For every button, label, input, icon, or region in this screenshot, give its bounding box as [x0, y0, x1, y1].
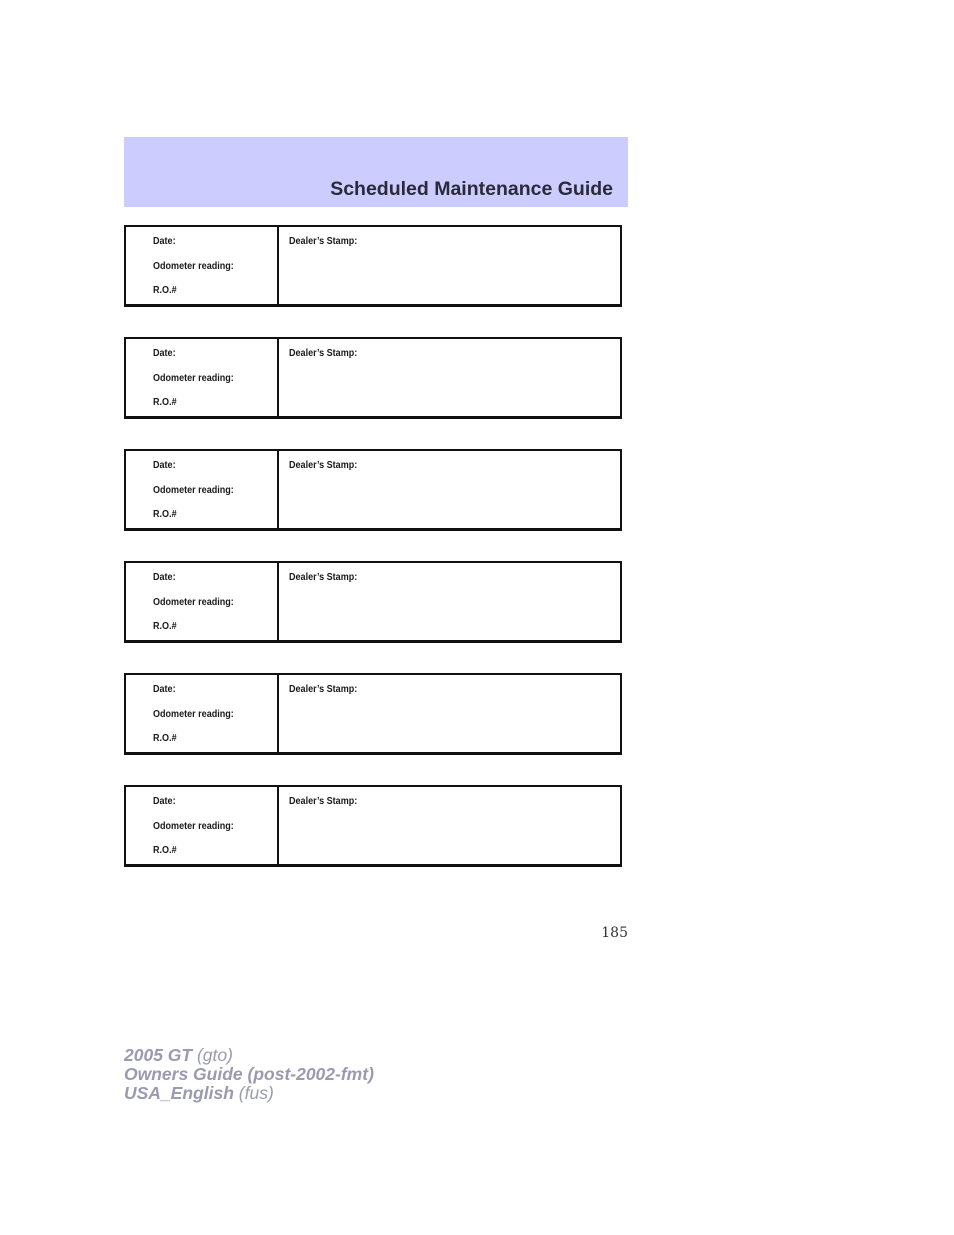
- record-divider: [277, 227, 279, 304]
- footer-guide: Owners Guide (post-2002-fmt): [124, 1064, 374, 1084]
- date-label: Date:: [153, 795, 176, 807]
- record-divider: [277, 563, 279, 640]
- dealer-stamp-label: Dealer’s Stamp:: [289, 683, 358, 695]
- maintenance-record-box: [124, 225, 622, 307]
- dealer-stamp-label: Dealer’s Stamp:: [289, 235, 358, 247]
- maintenance-record-box: [124, 785, 622, 867]
- ro-number-label: R.O.#: [153, 508, 177, 520]
- date-label: Date:: [153, 347, 176, 359]
- page-number: 185: [601, 925, 628, 941]
- record-divider: [277, 339, 279, 416]
- date-label: Date:: [153, 571, 176, 583]
- odometer-label: Odometer reading:: [153, 820, 234, 832]
- record-divider: [277, 451, 279, 528]
- maintenance-record-box: [124, 673, 622, 755]
- maintenance-record-box: [124, 561, 622, 643]
- ro-number-label: R.O.#: [153, 620, 177, 632]
- record-divider: [277, 787, 279, 864]
- odometer-label: Odometer reading:: [153, 372, 234, 384]
- dealer-stamp-label: Dealer’s Stamp:: [289, 795, 358, 807]
- footer-line-language: [124, 1084, 374, 1103]
- maintenance-record-box: [124, 449, 622, 531]
- footer-language-code: (fus): [238, 1083, 274, 1103]
- dealer-stamp-label: Dealer’s Stamp:: [289, 347, 358, 359]
- section-header-band: [124, 137, 628, 207]
- footer-line-model: [124, 1046, 374, 1065]
- odometer-label: Odometer reading:: [153, 708, 234, 720]
- maintenance-record-box: [124, 337, 622, 419]
- footer-language: USA_English: [124, 1083, 234, 1103]
- footer-line-guide: [124, 1065, 374, 1084]
- date-label: Date:: [153, 683, 176, 695]
- ro-number-label: R.O.#: [153, 844, 177, 856]
- footer-model: 2005 GT: [124, 1045, 193, 1065]
- ro-number-label: R.O.#: [153, 396, 177, 408]
- odometer-label: Odometer reading:: [153, 260, 234, 272]
- footer-model-code: (gto): [196, 1045, 233, 1065]
- section-title: Scheduled Maintenance Guide: [330, 178, 613, 200]
- odometer-label: Odometer reading:: [153, 596, 234, 608]
- date-label: Date:: [153, 235, 176, 247]
- ro-number-label: R.O.#: [153, 284, 177, 296]
- document-footer: [124, 1046, 374, 1103]
- odometer-label: Odometer reading:: [153, 484, 234, 496]
- date-label: Date:: [153, 459, 176, 471]
- ro-number-label: R.O.#: [153, 732, 177, 744]
- record-divider: [277, 675, 279, 752]
- dealer-stamp-label: Dealer’s Stamp:: [289, 571, 358, 583]
- dealer-stamp-label: Dealer’s Stamp:: [289, 459, 358, 471]
